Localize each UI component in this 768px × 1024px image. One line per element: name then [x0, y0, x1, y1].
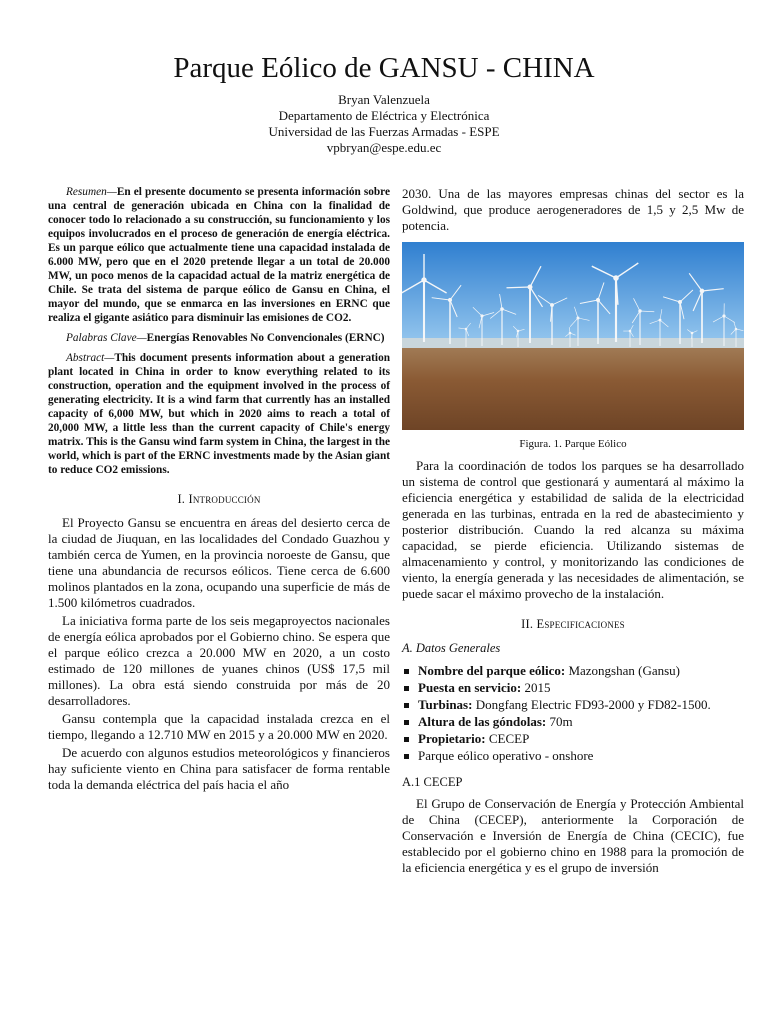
- bullet-icon: [404, 720, 409, 725]
- intro-continuation: 2030. Una de las mayores empresas chinas del sector es la Goldwind, que produce aerogeneradores de 1,5 y 2,5 Mw de potencia.: [402, 186, 744, 233]
- keywords-label: Palabras Clave—: [66, 332, 147, 344]
- spec-label: Propietario:: [418, 731, 486, 746]
- bullet-icon: [404, 686, 409, 691]
- turbine-hub: [659, 319, 661, 321]
- turbine-hub: [517, 330, 519, 332]
- abstract-en: [48, 351, 390, 477]
- spec-value: Parque eólico operativo - onshore: [418, 748, 594, 763]
- intro-paragraph: Gansu contempla que la capacidad instalada crezca en el tiempo, llegando a 12.710 MW en 2015 y a 20.000 MW en 2020.: [48, 711, 390, 742]
- spec-label: Turbinas:: [418, 697, 473, 712]
- keywords-text: Energías Renovables No Convencionales (ERNC): [146, 332, 385, 344]
- desert-ground: [402, 348, 744, 430]
- spec-label: Nombre del parque eólico:: [418, 663, 566, 678]
- bullet-icon: [404, 669, 409, 674]
- author-email: vpbryan@espe.edu.ec: [326, 140, 442, 155]
- turbine-hub: [679, 301, 682, 304]
- turbine-hub: [735, 328, 737, 330]
- section-number: II.: [521, 617, 534, 631]
- spec-value: 70m: [546, 714, 573, 729]
- list-item: [402, 730, 744, 747]
- abstract-es: [48, 185, 390, 325]
- wind-farm-photo: [402, 242, 744, 430]
- abstract-en-text: This document presents information about a generation plant located in China in order to know everything related to its construction, operation and the equipment involved in the process of generating electricity. It is a wind farm that currently has an installed capacity of 6,000 MW, but which in 2020 aims to reach a total of 20,000 MW, a little less than the current capacity of Chile's energy matrix. This is the Gansu wind farm system in China, the largest in the world, which is part of the ERNC investments made by the Asian giant to reduce CO2 emissions.: [48, 352, 390, 476]
- keywords: [48, 331, 390, 345]
- cecep-paragraph: El Grupo de Conservación de Energía y Protección Ambiental de China (CECEP), anteriormente la Corporación de Conservación e Inversión de Energía de China (CECIC), fue establecido por el gobierno chino en 1988 para la promoción de la eficiencia energética y es el grupo de inversión: [402, 796, 744, 875]
- turbine-hub: [551, 304, 554, 307]
- turbine-hub: [700, 289, 704, 293]
- section-number: I.: [177, 492, 186, 506]
- intro-paragraph: De acuerdo con algunos estudios meteorológicos y financieros hay suficiente viento en China para satisfacer de forma rentable toda la demanda eléctrica del país hacia el año: [48, 745, 390, 792]
- turbine-hub: [691, 332, 693, 334]
- figure-caption: Figura. 1. Parque Eólico: [519, 438, 627, 450]
- turbine-hub: [501, 308, 504, 311]
- turbine-hub: [465, 328, 467, 330]
- spec-label: Puesta en servicio:: [418, 680, 522, 695]
- turbine-hub: [569, 332, 571, 334]
- turbine-hub: [639, 310, 641, 312]
- author-department: Departamento de Eléctrica y Electrónica: [278, 108, 490, 123]
- spec-value: CECEP: [485, 731, 530, 746]
- section-title: Introducción: [188, 492, 261, 506]
- turbine-hub: [528, 285, 532, 289]
- section-heading-especificaciones: [402, 616, 744, 632]
- turbine-hub: [596, 298, 599, 301]
- paper-title: Parque Eólico de GANSU - CHINA: [173, 52, 595, 84]
- right-column: [402, 186, 744, 878]
- turbine-hub: [577, 317, 579, 319]
- turbine-hub: [422, 278, 426, 282]
- control-paragraph: Para la coordinación de todos los parques se ha desarrollado un sistema de control que gestionará y aumentará al máximo la eficiencia energética y estabilidad de salida de la electricidad generada en las turbinas, entrada en la red de abastecimiento y posterior distribución. Cuando la red alcanza su máxima capacidad, se pierde eficiencia. Utilizando sistemas de almacenamiento y control, y monitorizando las condiciones de viento, la energía generada y las necesidades de alimentación, se puede sacar el máximo provecho de la instalación.: [402, 458, 744, 601]
- abstract-en-label: Abstract—: [66, 352, 115, 364]
- spec-value: Dongfang Electric FD93-2000 y FD82-1500.: [472, 697, 711, 712]
- paper-header: [0, 50, 768, 156]
- turbine-hub: [723, 315, 725, 317]
- specs-list: [402, 662, 744, 764]
- turbine-hub: [614, 276, 619, 281]
- list-item: [402, 679, 744, 696]
- section-title: Especificaciones: [536, 617, 625, 631]
- list-item: [402, 713, 744, 730]
- list-item: [402, 662, 744, 679]
- author-university: Universidad de las Fuerzas Armadas - ESPE: [268, 124, 500, 139]
- section-heading-introduccion: [48, 491, 390, 507]
- intro-paragraph: La iniciativa forma parte de los seis megaproyectos nacionales de energía eólica aprobados por el Gobierno chino. Se espera que el parque eólico crezca a 20.000 MW en 2020, a un costo estimado de 120 millones de yuanes chinos (US$ 17,5 mil millones). La obra está siendo construida por más de 20 desarrolladores.: [48, 613, 390, 708]
- spec-value: 2015: [521, 680, 551, 695]
- turbine-blade: [507, 287, 531, 288]
- bullet-icon: [404, 703, 409, 708]
- turbine-hub: [448, 298, 451, 301]
- turbine-hub: [481, 315, 483, 317]
- abstract-es-text: En el presente documento se presenta información sobre una central de generación ubicada en China con la finalidad de conocer todo lo relacionado a su construcción, su funcionamiento y los equipos involucrados en el proceso de generación de energía eléctrica. Es un parque eólico que actualmente tiene una capacidad instalada de 6.000 MW, pero que en el 2020 pretende llegar a un total de 20.000 MW, un poco menos de la capacidad actual de la matriz energética de Chile. Se trata del sistema de parque eólico de Gansu en China, el mayor del mundo, que se enmarca en las inversiones en ERNC que realiza el gigante asiático para disminuir las emisiones de CO2.: [48, 186, 390, 324]
- list-item: [402, 747, 744, 764]
- subsection-heading: A. Datos Generales: [402, 641, 501, 655]
- author-name: Bryan Valenzuela: [338, 92, 430, 107]
- bullet-icon: [404, 737, 409, 742]
- subsubsection-heading: A.1 CECEP: [402, 775, 463, 789]
- left-column: [48, 185, 390, 795]
- list-item: [402, 696, 744, 713]
- turbine-hub: [629, 330, 631, 332]
- abstract-es-label: Resumen—: [66, 186, 117, 198]
- spec-value: Mazongshan (Gansu): [565, 663, 681, 678]
- intro-paragraph: El Proyecto Gansu se encuentra en áreas del desierto cerca de la ciudad de Jiuquan, en las localidades del Condado Guazhou y también cerca de Yumen, en la provincia noroeste de Gansu, que tiene una abundancia de recursos eólicos. Tiene cerca de 6.600 molinos plantados en la zona, ocupando una superficie de más de 1.500 kilómetros cuadrados.: [48, 515, 390, 610]
- bullet-icon: [404, 754, 409, 759]
- spec-label: Altura de las góndolas:: [418, 714, 547, 729]
